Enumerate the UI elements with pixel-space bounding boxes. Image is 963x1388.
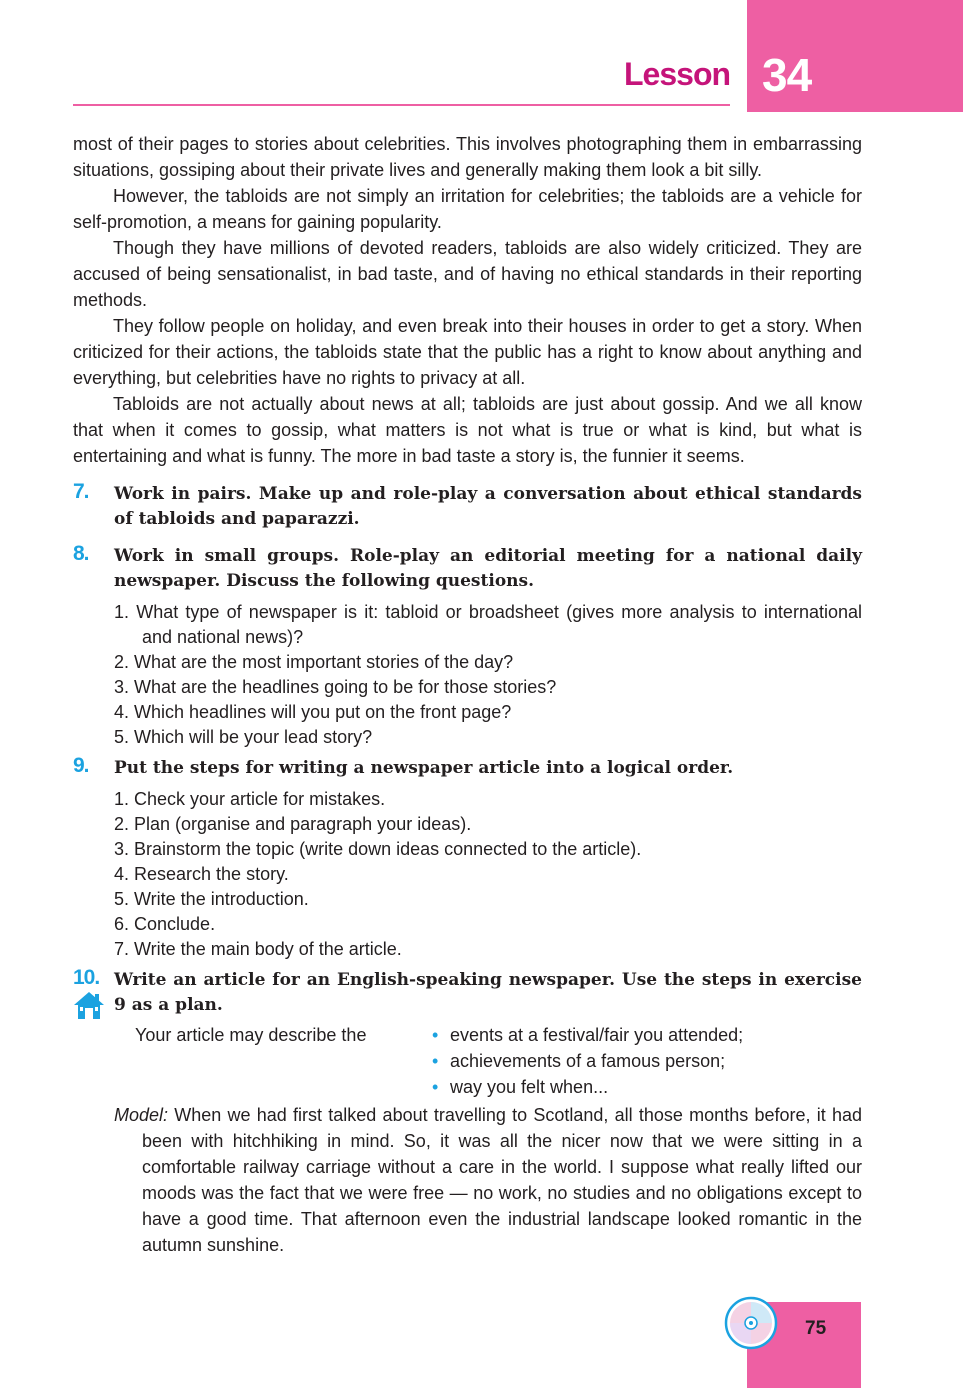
question-list [114, 600, 862, 750]
exercise-number: 7. [73, 480, 89, 503]
home-icon [73, 990, 105, 1020]
exercise-9 [73, 756, 862, 962]
list-item: 5. Write the introduction. [114, 889, 309, 909]
exercise-8 [73, 544, 862, 750]
cd-icon [724, 1296, 778, 1350]
list-item: 4. Research the story. [114, 864, 289, 884]
describe-block [73, 1022, 862, 1100]
reading-paragraph: However, the tabloids are not simply an irritation for celebrities; the tabloids are a vehicle for self-promotion, a means for gaining popularity. [73, 186, 862, 232]
list-item: 5. Which will be your lead story? [114, 727, 373, 747]
exercise-7 [73, 482, 862, 532]
reading-paragraph: Though they have millions of devoted readers, tabloids are also widely criticized. They are accused of being sensationalist, in bad taste, and of having no ethical standards in their reporting methods. [73, 238, 862, 310]
reading-paragraph: most of their pages to stories about celebrities. This involves photographing them in embarrassing situations, gossiping about their private lives and generally making them look a bit silly. [73, 134, 862, 180]
lesson-number: 34 [762, 49, 812, 101]
exercise-10 [73, 968, 862, 1258]
list-item: 2. Plan (organise and paragraph your ideas). [114, 814, 472, 834]
exercise-title: Put the steps for writing a newspaper article into a logical order. [114, 758, 734, 778]
page-number: 75 [805, 1318, 827, 1339]
list-item: 1. Check your article for mistakes. [114, 789, 386, 809]
exercise-number: 10. [73, 966, 100, 989]
reading-paragraph: Tabloids are not actually about news at all; tabloids are just about gossip. And we all know that when it comes to gossip, what matters is not what is true or what is kind, but what is entertaining and what is funny. The more in bad taste a story is, the funnier it seems. [73, 394, 862, 466]
exercise-number: 9. [73, 754, 89, 777]
exercise-title: Write an article for an English-speaking newspaper. Use the steps in exercise 9 as a plan. [114, 970, 862, 1015]
reading-paragraph: They follow people on holiday, and even break into their houses in order to get a story. When criticized for their actions, the tabloids state that the public has a right to know about anything and everything, but celebrities have no rights to privacy at all. [73, 316, 862, 388]
list-item: 7. Write the main body of the article. [114, 939, 402, 959]
reading-text [73, 131, 862, 469]
describe-label: Your article may describe the [135, 1025, 367, 1045]
list-item: • events at a festival/fair you attended; [432, 1022, 743, 1048]
list-item: 1. What type of newspaper is it: tabloid or broadsheet (gives more analysis to international and national news)? [114, 602, 862, 647]
list-item: 2. What are the most important stories of the day? [114, 652, 514, 672]
list-item: 4. Which headlines will you put on the front page? [114, 702, 512, 722]
model-body: When we had first talked about travelling to Scotland, all those months before, it had been with hitchhiking in mind. So, it was all the nicer now that we were sitting in a comfortable railway carriage without a care in the world. I suppose what really lifted our moods was the fact that we were free — no work, no studies and no obligations except to have a good time. That afternoon even the industrial landscape looked romantic in the autumn sunshine. [142, 1105, 862, 1255]
model-label: Model: [114, 1105, 169, 1125]
topic-bullets [432, 1022, 743, 1100]
list-item: • achievements of a famous person; [432, 1048, 743, 1074]
list-item: 3. What are the headlines going to be for those stories? [114, 677, 557, 697]
page-content [73, 131, 862, 1258]
header-divider [73, 104, 730, 106]
list-item: • way you felt when... [432, 1074, 743, 1100]
list-item: 3. Brainstorm the topic (write down ideas connected to the article). [114, 839, 642, 859]
steps-list [114, 787, 862, 962]
model-text [114, 1102, 862, 1258]
exercise-title: Work in pairs. Make up and role-play a conversation about ethical standards of tabloids and paparazzi. [114, 484, 862, 529]
lesson-label: Lesson [624, 56, 731, 92]
exercise-title: Work in small groups. Role-play an editorial meeting for a national daily newspaper. Discuss the following questions. [114, 546, 862, 591]
exercise-number: 8. [73, 542, 89, 565]
list-item: 6. Conclude. [114, 914, 216, 934]
